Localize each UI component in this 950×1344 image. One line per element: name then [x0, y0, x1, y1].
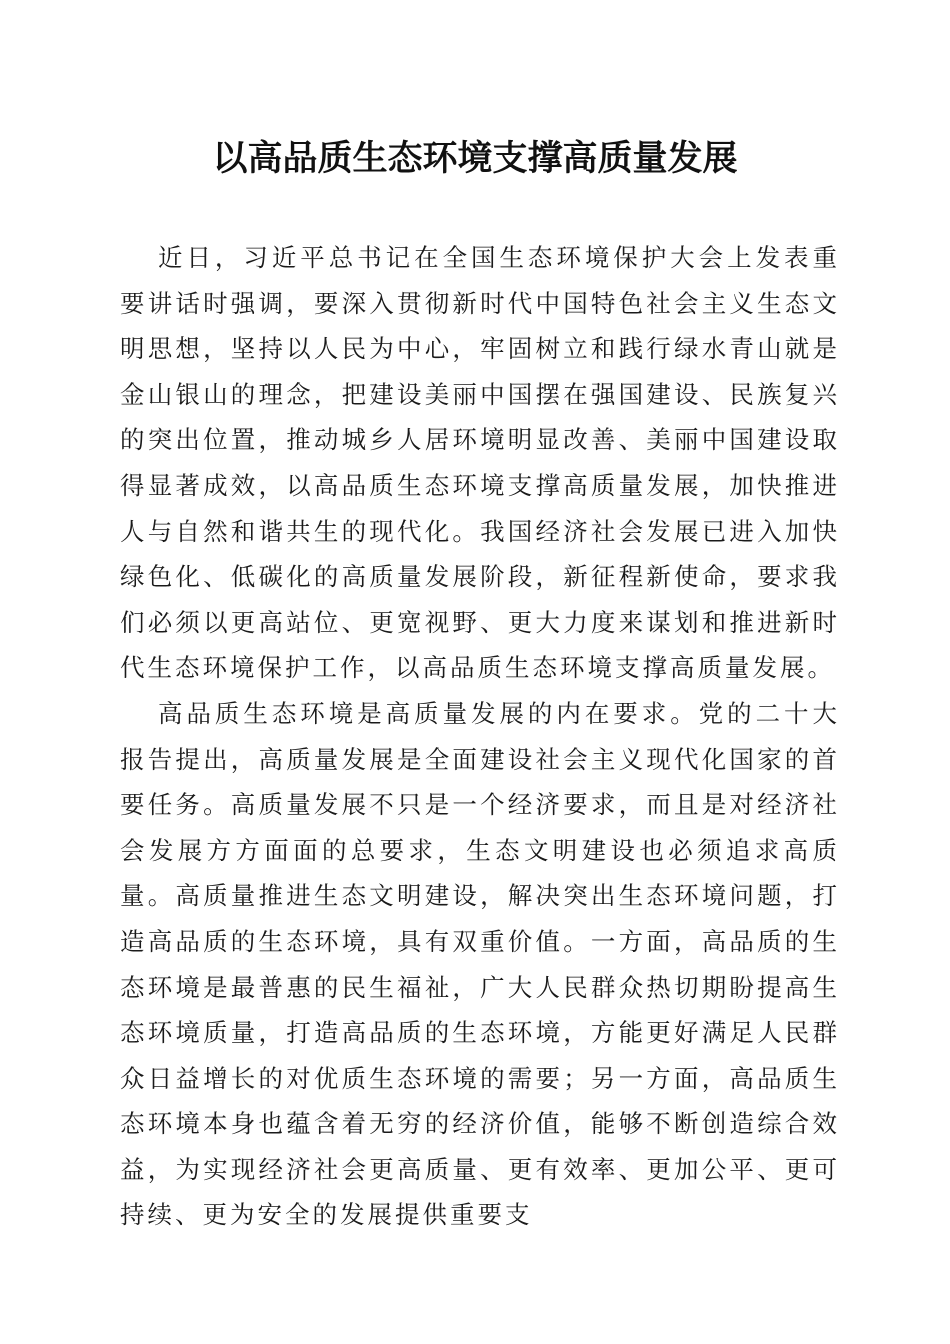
paragraph-2: 高品质生态环境是高质量发展的内在要求。党的二十大报告提出，高质量发展是全面建设社会主义现代化国家的首要任务。高质量发展不只是一个经济要求，而且是对经济社会发展方方面面的总要求，生态文明建设也必须追求高质量。高质量推进生态文明建设，解决突出生态环境问题，打造高品质的生态环境，具有双重价值。一方面，高品质的生态环境是最普惠的民生福祉，广大人民群众热切期盼提高生态环境质量，打造高品质的生态环境，方能更好满足人民群众日益增长的对优质生态环境的需要；另一方面，高品质生态环境本身也蕴含着无穷的经济价值，能够不断创造综合效益，为实现经济社会更高质量、更有效率、更加公平、更可持续、更为安全的发展提供重要支 [120, 698, 840, 1230]
document-title: 以高品质生态环境支撑高质量发展 [212, 138, 738, 179]
document-body [120, 235, 840, 1238]
paragraph-1: 近日，习近平总书记在全国生态环境保护大会上发表重要讲话时强调，要深入贯彻新时代中国特色社会主义生态文明思想，坚持以人民为中心，牢固树立和践行绿水青山就是金山银山的理念，把建设美丽中国摆在强国建设、民族复兴的突出位置，推动城乡人居环境明显改善、美丽中国建设取得显著成效，以高品质生态环境支撑高质量发展，加快推进人与自然和谐共生的现代化。我国经济社会发展已进入加快绿色化、低碳化的高质量发展阶段，新征程新使命，要求我们必须以更高站位、更宽视野、更大力度来谋划和推进新时代生态环境保护工作，以高品质生态环境支撑高质量发展。 [120, 243, 840, 683]
